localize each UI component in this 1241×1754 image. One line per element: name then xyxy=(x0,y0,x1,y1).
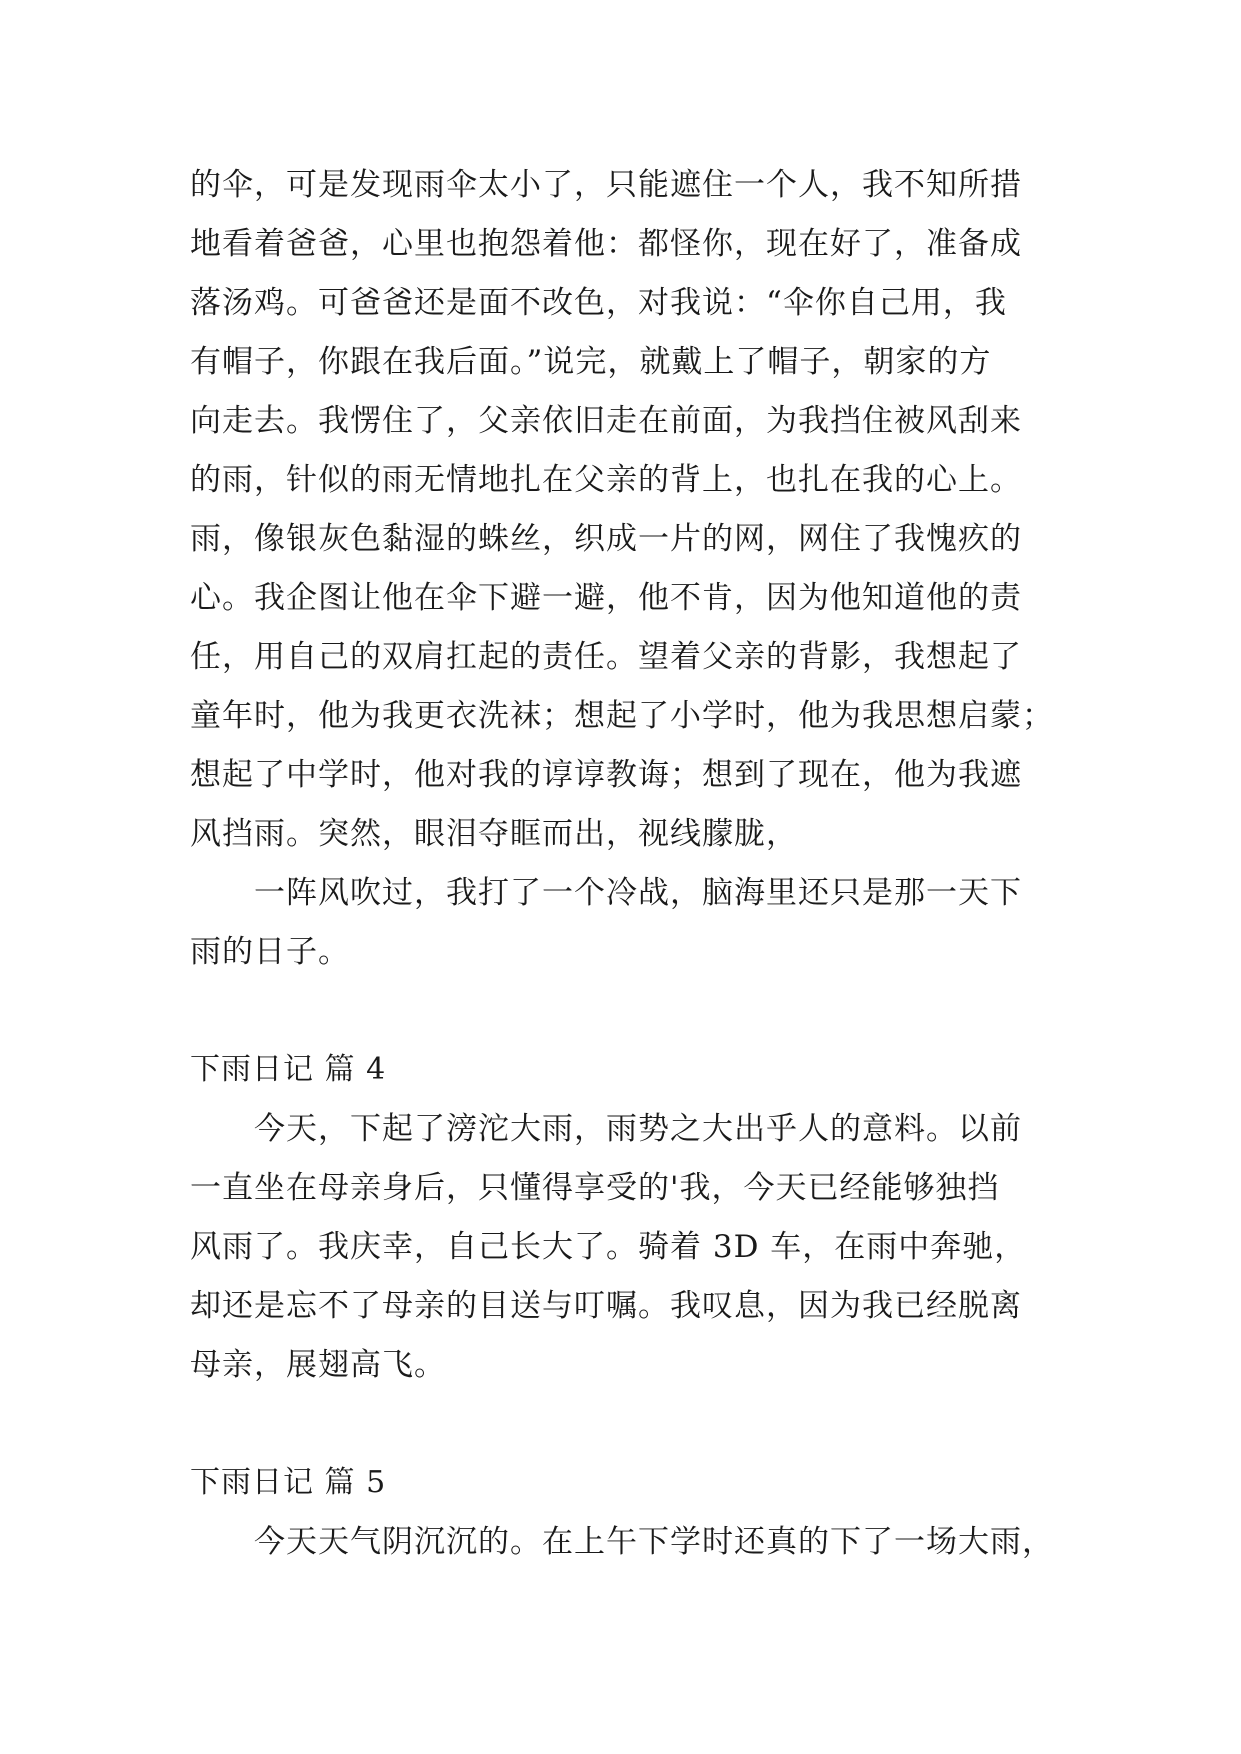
paragraph-line: 想起了中学时，他对我的谆谆教诲；想到了现在，他为我遮 xyxy=(190,757,1022,793)
section-heading: 下雨日记 篇 4 xyxy=(190,1052,387,1087)
paragraph-line: 一直坐在母亲身后，只懂得享受的'我，今天已经能够独挡 xyxy=(190,1170,1000,1206)
paragraph-line: 的伞，可是发现雨伞太小了，只能遮住一个人，我不知所措 xyxy=(190,167,1022,203)
paragraph-line: 向走去。我愣住了，父亲依旧走在前面，为我挡住被风刮来 xyxy=(190,403,1022,439)
paragraph-line: 一阵风吹过，我打了一个冷战，脑海里还只是那一天下 xyxy=(254,875,1022,911)
paragraph-line: 有帽子，你跟在我后面。”说完，就戴上了帽子，朝家的方 xyxy=(190,344,992,380)
paragraph-line: 雨的日子。 xyxy=(190,934,350,970)
paragraph-line: 童年时，他为我更衣洗袜；想起了小学时，他为我思想启蒙； xyxy=(190,698,1054,734)
paragraph-line: 今天天气阴沉沉的。在上午下学时还真的下了一场大雨， xyxy=(254,1524,1054,1560)
paragraph-line: 雨，像银灰色黏湿的蛛丝，织成一片的网，网住了我愧疚的 xyxy=(190,521,1022,557)
paragraph-line: 今天，下起了滂沱大雨，雨势之大出乎人的意料。以前 xyxy=(254,1111,1022,1147)
paragraph-line: 风雨了。我庆幸，自己长大了。骑着 3D 车，在雨中奔驰， xyxy=(190,1229,1027,1265)
paragraph-line: 心。我企图让他在伞下避一避，他不肯，因为他知道他的责 xyxy=(190,580,1022,616)
section-heading: 下雨日记 篇 5 xyxy=(190,1465,387,1500)
paragraph-line: 落汤鸡。可爸爸还是面不改色，对我说：“伞你自己用，我 xyxy=(190,285,1007,321)
paragraph-line: 地看着爸爸，心里也抱怨着他：都怪你，现在好了，准备成 xyxy=(190,226,1022,262)
paragraph-line: 却还是忘不了母亲的目送与叮嘱。我叹息，因为我已经脱离 xyxy=(190,1288,1022,1324)
paragraph-line: 的雨，针似的雨无情地扎在父亲的背上，也扎在我的心上。 xyxy=(190,462,1022,498)
paragraph-line: 母亲，展翅高飞。 xyxy=(190,1347,446,1383)
paragraph-line: 风挡雨。突然，眼泪夺眶而出，视线朦胧， xyxy=(190,816,798,852)
paragraph-line: 任，用自己的双肩扛起的责任。望着父亲的背影，我想起了 xyxy=(190,639,1022,675)
